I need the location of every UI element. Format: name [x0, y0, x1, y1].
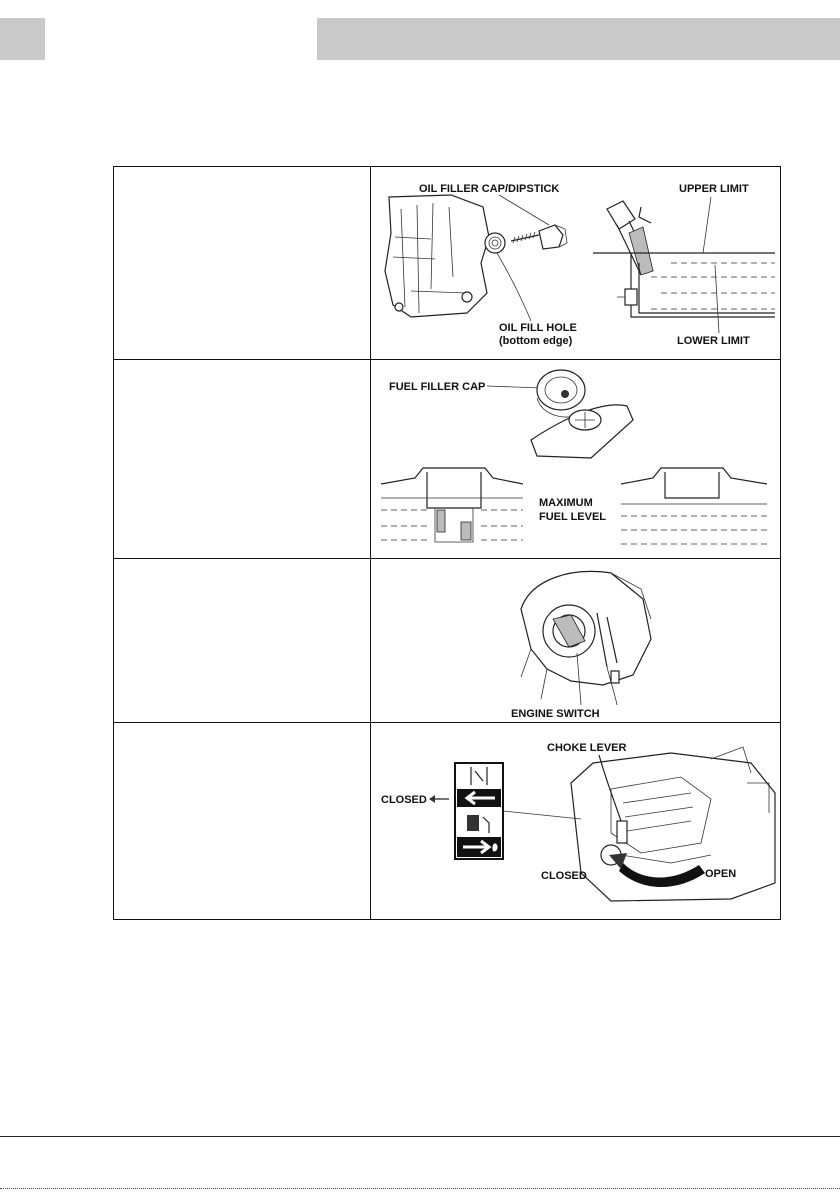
footer-rule — [0, 1136, 840, 1137]
step-text-cell — [114, 559, 371, 723]
oil-check-figure-cell — [371, 167, 781, 360]
oil-fill-hole-sublabel: (bottom edge) — [499, 335, 573, 347]
closed-arrow-label: CLOSED — [381, 794, 427, 806]
choke-open-label: OPEN — [705, 868, 737, 880]
table-row — [114, 167, 781, 360]
choke-lever-figure-cell — [371, 723, 781, 920]
engine-switch-label: ENGINE SWITCH — [511, 708, 600, 720]
bottom-dotted-edge — [0, 1188, 840, 1189]
max-fuel-level-label: MAXIMUM — [539, 497, 593, 509]
upper-limit-label: UPPER LIMIT — [679, 183, 749, 195]
oil-filler-cap-label: OIL FILLER CAP/DIPSTICK — [419, 183, 560, 195]
chapter-tab — [0, 18, 45, 60]
engine-switch-figure-cell — [371, 559, 781, 723]
oil-dipstick-illustration — [371, 167, 779, 359]
table-row — [114, 723, 781, 920]
oil-fill-hole-label: OIL FILL HOLE — [499, 322, 577, 334]
max-fuel-level-sublabel: FUEL LEVEL — [539, 511, 607, 523]
fuel-tank-illustration — [371, 360, 779, 558]
step-text-cell — [114, 360, 371, 559]
step-text-cell — [114, 723, 371, 920]
engine-switch-illustration — [371, 559, 779, 722]
table-row — [114, 360, 781, 559]
header-bar — [317, 18, 840, 60]
procedure-table — [113, 166, 781, 920]
choke-lever-label: CHOKE LEVER — [547, 742, 627, 754]
fuel-level-figure-cell — [371, 360, 781, 559]
choke-lever-illustration — [371, 723, 779, 919]
step-text-cell — [114, 167, 371, 360]
table-row — [114, 559, 781, 723]
fuel-filler-cap-label: FUEL FILLER CAP — [389, 381, 486, 393]
lower-limit-label: LOWER LIMIT — [677, 335, 750, 347]
choke-closed-label: CLOSED — [541, 870, 587, 882]
